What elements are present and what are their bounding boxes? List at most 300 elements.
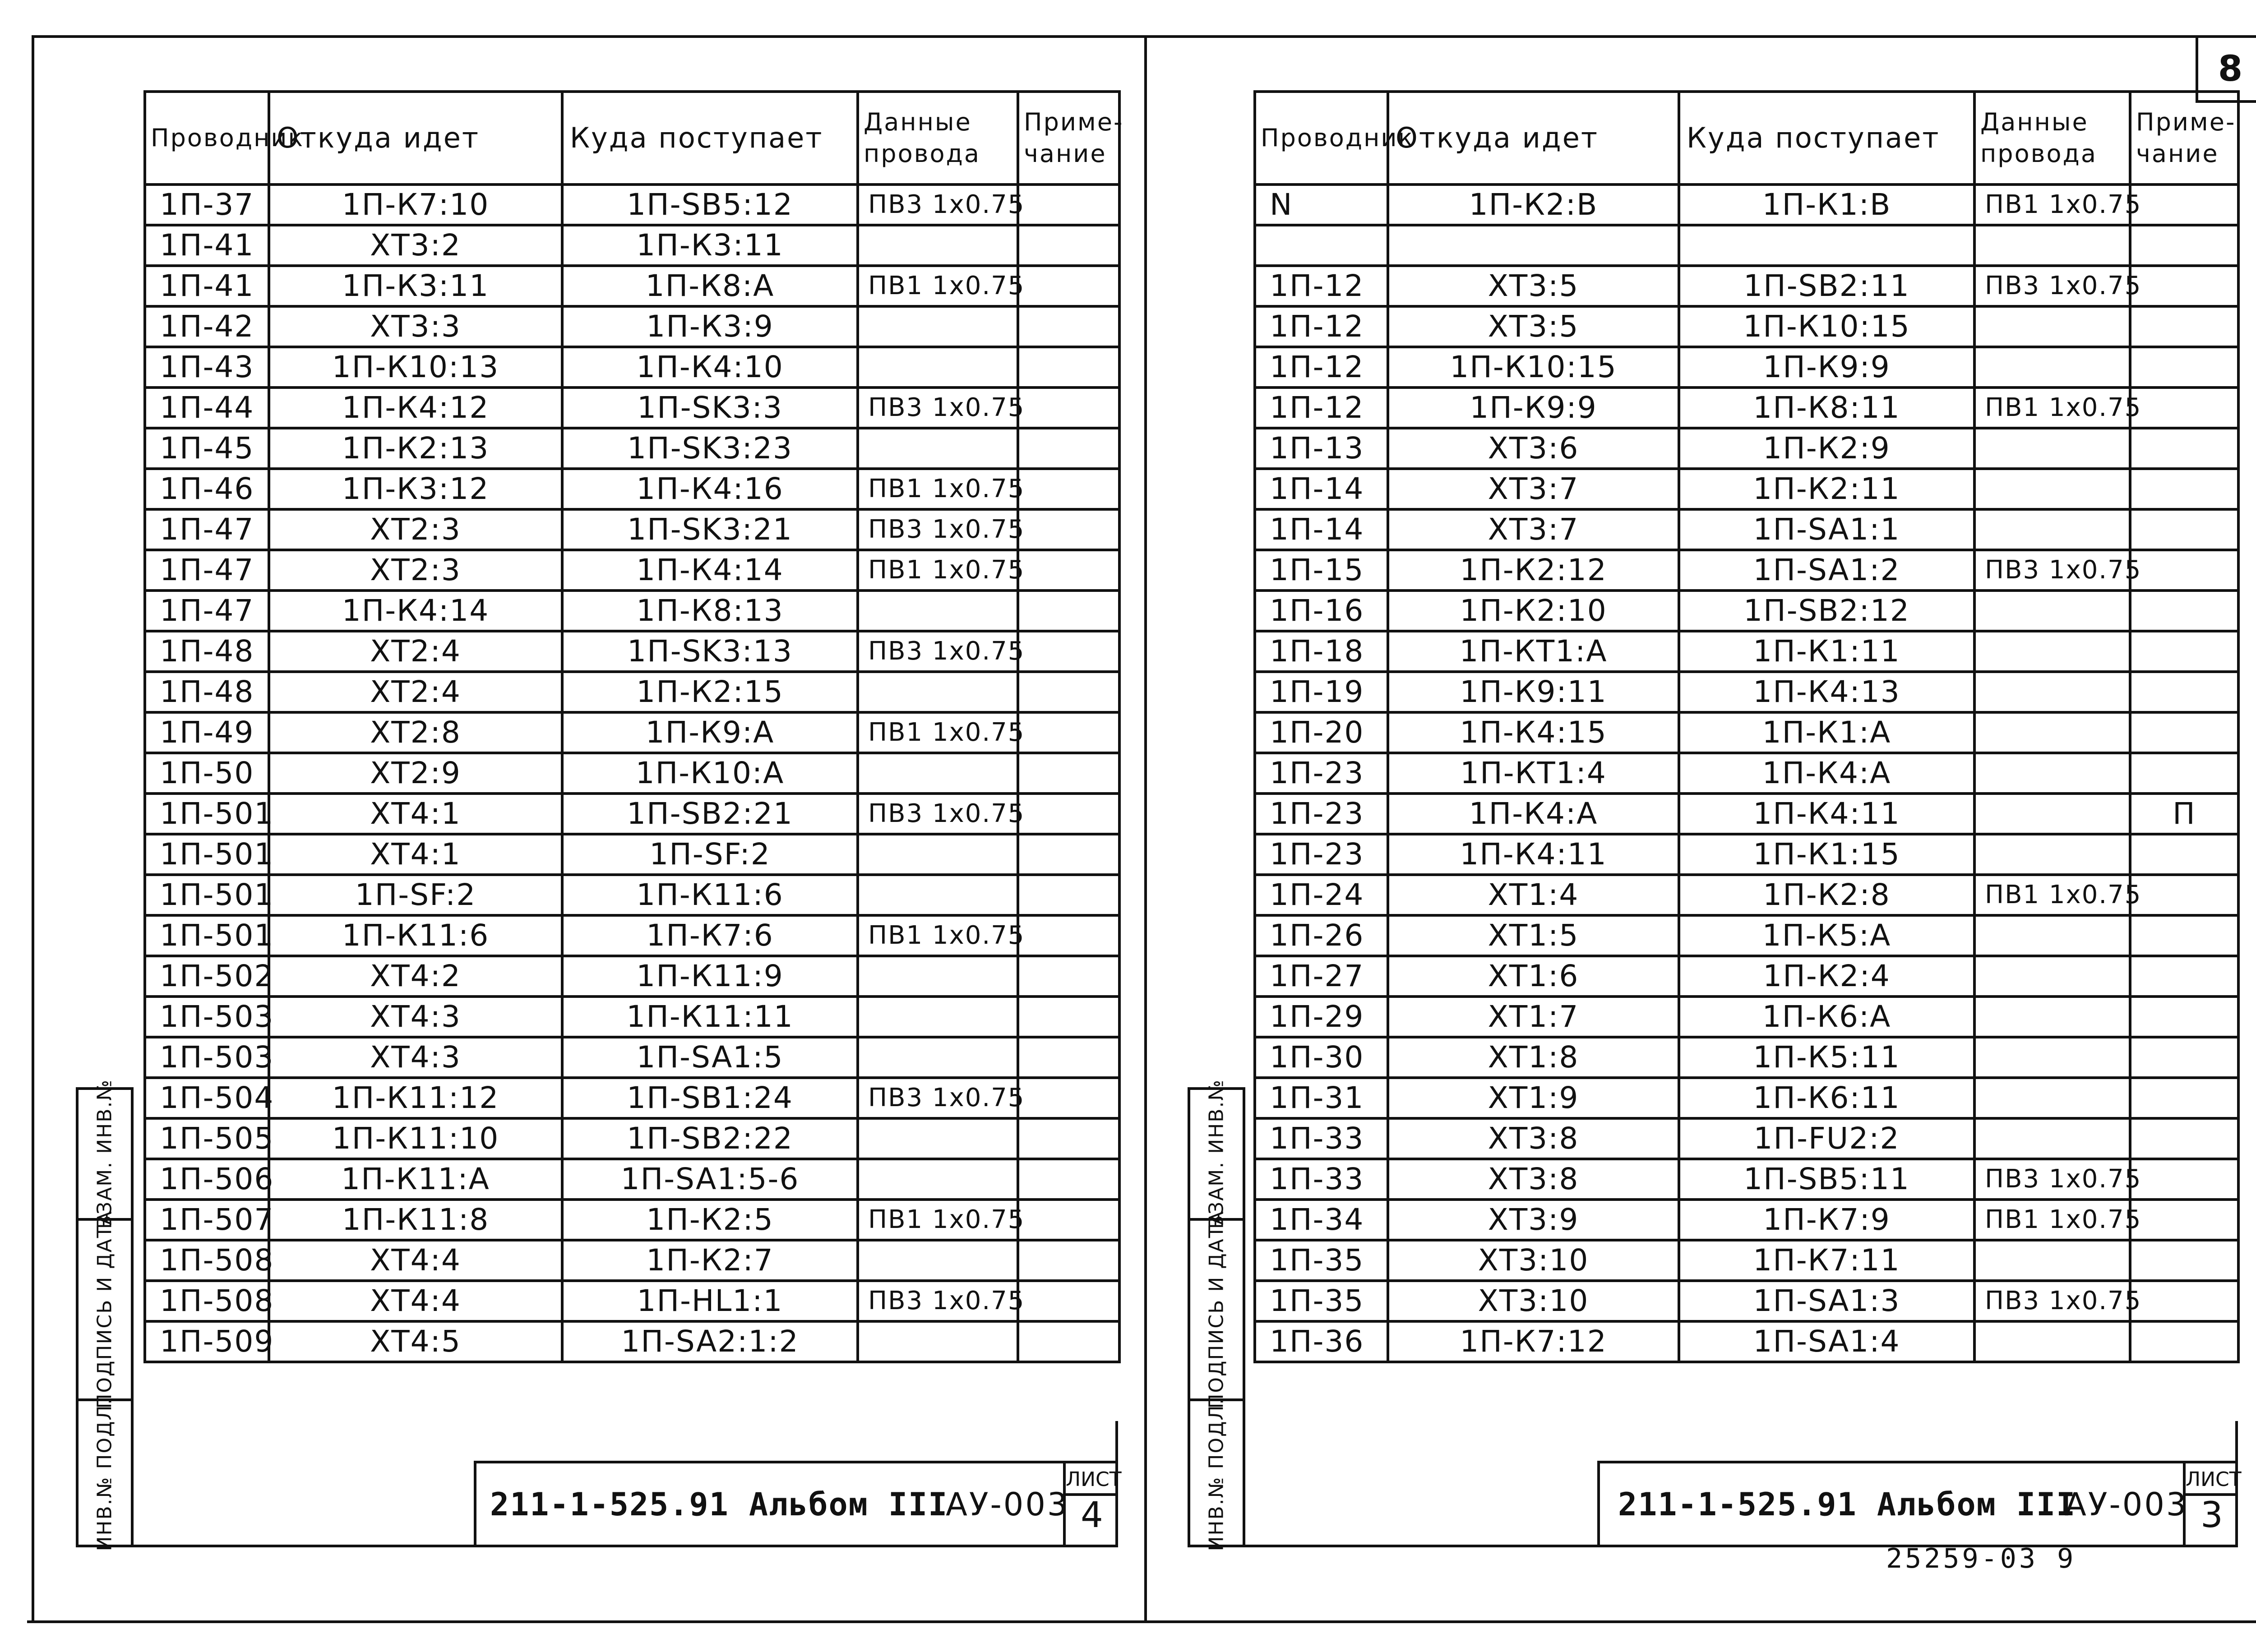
note-cell [1018, 672, 1119, 712]
from-cell: ХТ1:8 [1388, 1037, 1679, 1078]
table-row [1255, 1078, 2238, 1118]
to-cell: 1П-SB1:24 [562, 1078, 858, 1118]
from-cell: ХТ3:8 [1388, 1118, 1679, 1159]
table-row [1255, 631, 2238, 672]
wire-data-cell [1974, 997, 2130, 1037]
table-row [1255, 875, 2238, 915]
conductor-cell: 1П-42 [145, 306, 269, 347]
note-cell [1018, 185, 1119, 225]
to-cell: 1П-К1:11 [1679, 631, 1974, 672]
album-code: 211-1-525.91 Альбом III [490, 1486, 948, 1523]
conductor-cell [1255, 225, 1388, 266]
note-cell [2130, 347, 2238, 388]
to-cell: 1П-К8:А [562, 266, 858, 306]
table-row [1255, 306, 2238, 347]
to-cell: 1П-SB2:11 [1679, 266, 1974, 306]
note-cell [1018, 306, 1119, 347]
conductor-cell: 1П-503 [145, 1037, 269, 1078]
wire-data-cell [1974, 1078, 2130, 1118]
from-cell: ХТ4:1 [269, 834, 562, 875]
from-cell: ХТ3:5 [1388, 266, 1679, 306]
wire-data-cell: ПВ1 1x0.75 [858, 712, 1018, 753]
conductor-cell: 1П-507 [145, 1200, 269, 1240]
to-cell: 1П-К2:5 [562, 1200, 858, 1240]
to-cell: 1П-К2:9 [1679, 428, 1974, 469]
from-cell: ХТ4:3 [269, 997, 562, 1037]
from-cell: ХТ4:4 [269, 1281, 562, 1321]
wire-data-cell: ПВ3 1x0.75 [858, 1281, 1018, 1321]
conductor-cell: 1П-48 [145, 672, 269, 712]
table-row [145, 631, 1119, 672]
wire-data-cell: ПВ3 1x0.75 [1974, 550, 2130, 591]
conductor-cell: 1П-508 [145, 1281, 269, 1321]
wire-data-cell: ПВ1 1x0.75 [1974, 388, 2130, 428]
sheet-number: 3 [2201, 1495, 2223, 1536]
from-cell: ХТ1:9 [1388, 1078, 1679, 1118]
note-cell [1018, 875, 1119, 915]
note-cell [2130, 1240, 2238, 1281]
from-cell: 1П-К7:12 [1388, 1321, 1679, 1362]
from-cell: ХТ2:4 [269, 672, 562, 712]
sheet-label: ЛИСТ [1066, 1466, 1118, 1496]
conductor-cell: 1П-45 [145, 428, 269, 469]
from-cell: ХТ4:1 [269, 794, 562, 834]
conductor-cell: 1П-12 [1255, 347, 1388, 388]
conductor-cell: 1П-503 [145, 997, 269, 1037]
side-cell-inventory: ИНВ.№ ПОДЛ. [1205, 1397, 1228, 1551]
note-cell [1018, 997, 1119, 1037]
from-cell: 1П-К11:6 [269, 915, 562, 956]
from-cell: ХТ3:9 [1388, 1200, 1679, 1240]
note-cell [2130, 1281, 2238, 1321]
to-cell: 1П-К2:7 [562, 1240, 858, 1281]
wire-data-cell [858, 1159, 1018, 1200]
wire-data-cell [1974, 1240, 2130, 1281]
table-row [145, 591, 1119, 631]
table-row [1255, 1037, 2238, 1078]
side-cell-replacement: ВЗАМ. ИНВ.№ [1190, 1090, 1243, 1221]
right-side-strip [1188, 1079, 1245, 1551]
conductor-cell: 1П-501 [145, 834, 269, 875]
conductor-cell: 1П-501 [145, 915, 269, 956]
to-cell: 1П-К4:14 [562, 550, 858, 591]
wire-data-cell: ПВ1 1x0.75 [1974, 185, 2130, 225]
from-cell: 1П-К9:11 [1388, 672, 1679, 712]
left-wire-table [143, 90, 1124, 1363]
wire-data-cell [1974, 631, 2130, 672]
to-cell: 1П-К2:15 [562, 672, 858, 712]
wire-data-cell [1974, 794, 2130, 834]
wire-data-cell: ПВ3 1x0.75 [1974, 266, 2130, 306]
wire-data-cell [858, 428, 1018, 469]
wire-data-cell [1974, 1118, 2130, 1159]
from-cell: ХТ3:10 [1388, 1240, 1679, 1281]
from-cell: ХТ1:6 [1388, 956, 1679, 997]
note-cell [1018, 1321, 1119, 1362]
note-cell [1018, 1200, 1119, 1240]
to-cell: 1П-К9:А [562, 712, 858, 753]
to-cell [1679, 225, 1974, 266]
header-wire-data: Данные провода [1974, 92, 2130, 185]
wire-data-cell [1974, 956, 2130, 997]
conductor-cell: 1П-47 [145, 550, 269, 591]
table-row [145, 306, 1119, 347]
table-row [145, 1037, 1119, 1078]
wire-data-cell [1974, 509, 2130, 550]
sheet-number-box [2183, 1463, 2242, 1545]
wire-data-cell [858, 834, 1018, 875]
note-cell [2130, 672, 2238, 712]
conductor-cell: 1П-12 [1255, 266, 1388, 306]
wire-data-cell: ПВ3 1x0.75 [1974, 1281, 2130, 1321]
document-code: АУ-003 [946, 1486, 1069, 1523]
note-cell [2130, 1078, 2238, 1118]
table-row [145, 1200, 1119, 1240]
table-row [145, 1078, 1119, 1118]
table-row [145, 225, 1119, 266]
to-cell: 1П-SA1:4 [1679, 1321, 1974, 1362]
left-border [32, 35, 34, 1623]
to-cell: 1П-SF:2 [562, 834, 858, 875]
table-row [145, 550, 1119, 591]
wire-data-cell: ПВ1 1x0.75 [858, 266, 1018, 306]
conductor-cell: 1П-508 [145, 1240, 269, 1281]
from-cell: 1П-SF:2 [269, 875, 562, 915]
to-cell: 1П-SA1:2 [1679, 550, 1974, 591]
wire-data-cell [1974, 225, 2130, 266]
from-cell: 1П-К2:В [1388, 185, 1679, 225]
to-cell: 1П-К2:4 [1679, 956, 1974, 997]
conductor-cell: 1П-509 [145, 1321, 269, 1362]
wire-data-cell [858, 875, 1018, 915]
conductor-cell: 1П-504 [145, 1078, 269, 1118]
conductor-cell: 1П-23 [1255, 753, 1388, 794]
conductor-cell: 1П-47 [145, 509, 269, 550]
to-cell: 1П-К4:11 [1679, 794, 1974, 834]
table-row [1255, 469, 2238, 509]
to-cell: 1П-SA1:5-6 [562, 1159, 858, 1200]
note-cell [1018, 712, 1119, 753]
note-cell [2130, 306, 2238, 347]
from-cell: ХТ4:4 [269, 1240, 562, 1281]
note-cell [2130, 266, 2238, 306]
note-cell [1018, 631, 1119, 672]
to-cell: 1П-К1:А [1679, 712, 1974, 753]
to-cell: 1П-К11:6 [562, 875, 858, 915]
from-cell: ХТ3:3 [269, 306, 562, 347]
to-cell: 1П-SA1:1 [1679, 509, 1974, 550]
note-cell [2130, 469, 2238, 509]
note-cell [2130, 388, 2238, 428]
from-cell: ХТ4:3 [269, 1037, 562, 1078]
wire-data-cell [858, 347, 1018, 388]
wire-data-cell: ПВ1 1x0.75 [858, 550, 1018, 591]
wire-data-cell: ПВ3 1x0.75 [858, 185, 1018, 225]
note-cell [2130, 997, 2238, 1037]
table-row [145, 997, 1119, 1037]
from-cell: ХТ2:3 [269, 509, 562, 550]
from-cell: ХТ2:3 [269, 550, 562, 591]
wire-data-cell [1974, 915, 2130, 956]
to-cell: 1П-К2:11 [1679, 469, 1974, 509]
wire-data-cell: ПВ1 1x0.75 [1974, 875, 2130, 915]
from-cell: 1П-К9:9 [1388, 388, 1679, 428]
wire-data-cell [858, 1118, 1018, 1159]
to-cell: 1П-К8:11 [1679, 388, 1974, 428]
table-header-row [1255, 92, 2238, 185]
wire-data-cell: ПВ1 1x0.75 [1974, 1200, 2130, 1240]
table-row [145, 1118, 1119, 1159]
conductor-cell: 1П-50 [145, 753, 269, 794]
table-row [1255, 1159, 2238, 1200]
note-cell [1018, 753, 1119, 794]
wire-data-cell: ПВ1 1x0.75 [858, 915, 1018, 956]
note-cell [1018, 1037, 1119, 1078]
wire-data-cell [858, 591, 1018, 631]
conductor-cell: 1П-27 [1255, 956, 1388, 997]
note-cell [1018, 550, 1119, 591]
note-cell [2130, 1200, 2238, 1240]
to-cell: 1П-К10:15 [1679, 306, 1974, 347]
table-row [1255, 834, 2238, 875]
header-from: Откуда идет [1388, 92, 1679, 185]
conductor-cell: 1П-34 [1255, 1200, 1388, 1240]
table-row [1255, 509, 2238, 550]
note-cell [1018, 266, 1119, 306]
sheet-number-box [1063, 1463, 1122, 1545]
header-wire-data: Данные провода [858, 92, 1018, 185]
note-cell [1018, 1281, 1119, 1321]
album-code: 211-1-525.91 Альбом III [1618, 1486, 2076, 1523]
right-title-block [1597, 1461, 2242, 1547]
from-cell: ХТ3:6 [1388, 428, 1679, 469]
table-row [1255, 997, 2238, 1037]
to-cell: 1П-К5:11 [1679, 1037, 1974, 1078]
from-cell: 1П-К10:15 [1388, 347, 1679, 388]
wire-data-cell: ПВ1 1x0.75 [858, 1200, 1018, 1240]
table-row [145, 875, 1119, 915]
table-header-row [145, 92, 1119, 185]
note-cell [2130, 428, 2238, 469]
note-cell: П [2130, 794, 2238, 834]
note-cell [2130, 631, 2238, 672]
side-cell-replacement: ВЗАМ. ИНВ.№ [79, 1090, 131, 1221]
table-row [145, 388, 1119, 428]
conductor-cell: 1П-46 [145, 469, 269, 509]
header-from: Откуда идет [269, 92, 562, 185]
to-cell: 1П-К1:15 [1679, 834, 1974, 875]
table-row [1255, 428, 2238, 469]
table-row [1255, 1200, 2238, 1240]
note-cell [2130, 753, 2238, 794]
from-cell: 1П-К4:А [1388, 794, 1679, 834]
to-cell: 1П-SB2:22 [562, 1118, 858, 1159]
wire-data-cell [1974, 712, 2130, 753]
note-cell [2130, 591, 2238, 631]
wire-data-cell [858, 1321, 1018, 1362]
sheet-number: 4 [1081, 1495, 1103, 1536]
note-cell [2130, 1159, 2238, 1200]
conductor-cell: 1П-23 [1255, 834, 1388, 875]
center-divider [1144, 35, 1147, 1623]
conductor-cell: 1П-36 [1255, 1321, 1388, 1362]
conductor-cell: 1П-35 [1255, 1240, 1388, 1281]
from-cell: ХТ4:2 [269, 956, 562, 997]
from-cell: 1П-К7:10 [269, 185, 562, 225]
note-cell [2130, 550, 2238, 591]
from-cell: ХТ2:8 [269, 712, 562, 753]
to-cell: 1П-К2:8 [1679, 875, 1974, 915]
to-cell: 1П-К3:9 [562, 306, 858, 347]
to-cell: 1П-К11:9 [562, 956, 858, 997]
table-row [1255, 225, 2238, 266]
to-cell: 1П-К4:13 [1679, 672, 1974, 712]
bottom-border [27, 1620, 2256, 1623]
note-cell [2130, 185, 2238, 225]
conductor-cell: 1П-505 [145, 1118, 269, 1159]
table-row [145, 428, 1119, 469]
top-border [32, 35, 2256, 38]
table-row [1255, 266, 2238, 306]
to-cell: 1П-К3:11 [562, 225, 858, 266]
conductor-cell: 1П-43 [145, 347, 269, 388]
table-row [1255, 712, 2238, 753]
to-cell: 1П-FU2:2 [1679, 1118, 1974, 1159]
note-cell [1018, 1118, 1119, 1159]
wire-data-cell: ПВ3 1x0.75 [1974, 1159, 2130, 1200]
table-row [145, 672, 1119, 712]
conductor-cell: 1П-48 [145, 631, 269, 672]
note-cell [1018, 834, 1119, 875]
wire-data-cell [858, 997, 1018, 1037]
from-cell: ХТ1:5 [1388, 915, 1679, 956]
wire-data-cell [1974, 834, 2130, 875]
from-cell: ХТ3:8 [1388, 1159, 1679, 1200]
note-cell [2130, 834, 2238, 875]
table-row [145, 469, 1119, 509]
header-note: Приме-чание [1018, 92, 1119, 185]
from-cell: 1П-К2:10 [1388, 591, 1679, 631]
table-row [145, 347, 1119, 388]
from-cell: 1П-К11:12 [269, 1078, 562, 1118]
conductor-cell: 1П-41 [145, 225, 269, 266]
note-cell [1018, 591, 1119, 631]
conductor-cell: 1П-12 [1255, 306, 1388, 347]
to-cell: 1П-К8:13 [562, 591, 858, 631]
from-cell: 1П-КТ1:А [1388, 631, 1679, 672]
conductor-cell: 1П-31 [1255, 1078, 1388, 1118]
from-cell: ХТ1:4 [1388, 875, 1679, 915]
conductor-cell: 1П-506 [145, 1159, 269, 1200]
from-cell: 1П-К2:13 [269, 428, 562, 469]
conductor-cell: 1П-33 [1255, 1159, 1388, 1200]
table-row [1255, 1281, 2238, 1321]
from-cell: ХТ2:4 [269, 631, 562, 672]
to-cell: 1П-SB5:12 [562, 185, 858, 225]
to-cell: 1П-К11:11 [562, 997, 858, 1037]
table-row [145, 266, 1119, 306]
header-to: Куда поступает [562, 92, 858, 185]
table-row [145, 794, 1119, 834]
wire-data-cell [1974, 591, 2130, 631]
wire-data-cell [858, 956, 1018, 997]
wire-data-cell [858, 1037, 1018, 1078]
wire-data-cell [858, 672, 1018, 712]
side-cell-inventory: ИНВ.№ ПОДЛ. [93, 1397, 116, 1551]
left-title-block [474, 1461, 1122, 1547]
table-row [145, 956, 1119, 997]
from-cell: ХТ1:7 [1388, 997, 1679, 1037]
from-cell: ХТ3:7 [1388, 469, 1679, 509]
wire-data-cell [1974, 1037, 2130, 1078]
table-row [145, 834, 1119, 875]
conductor-cell: 1П-33 [1255, 1118, 1388, 1159]
conductor-cell: 1П-24 [1255, 875, 1388, 915]
note-cell [2130, 915, 2238, 956]
table-row [145, 509, 1119, 550]
from-cell: ХТ4:5 [269, 1321, 562, 1362]
conductor-cell: 1П-501 [145, 875, 269, 915]
table-row [1255, 185, 2238, 225]
to-cell: 1П-К7:9 [1679, 1200, 1974, 1240]
to-cell: 1П-SA1:3 [1679, 1281, 1974, 1321]
to-cell: 1П-SB2:12 [1679, 591, 1974, 631]
right-wire-table [1253, 90, 2240, 1363]
table-row [145, 185, 1119, 225]
from-cell: 1П-К2:12 [1388, 550, 1679, 591]
to-cell: 1П-SA1:5 [562, 1037, 858, 1078]
conductor-cell: 1П-37 [145, 185, 269, 225]
header-conductor: Проводник [1255, 92, 1388, 185]
conductor-cell: 1П-501 [145, 794, 269, 834]
table-row [1255, 1321, 2238, 1362]
wire-data-cell [1974, 753, 2130, 794]
to-cell: 1П-SK3:21 [562, 509, 858, 550]
note-cell [1018, 225, 1119, 266]
from-cell: 1П-К11:А [269, 1159, 562, 1200]
conductor-cell: 1П-18 [1255, 631, 1388, 672]
from-cell [1388, 225, 1679, 266]
table-row [1255, 1118, 2238, 1159]
to-cell: 1П-К7:6 [562, 915, 858, 956]
from-cell: 1П-К3:11 [269, 266, 562, 306]
table-row [1255, 550, 2238, 591]
wire-data-cell [1974, 1321, 2130, 1362]
note-cell [1018, 915, 1119, 956]
conductor-cell: 1П-20 [1255, 712, 1388, 753]
from-cell: 1П-К4:12 [269, 388, 562, 428]
note-cell [2130, 712, 2238, 753]
to-cell: 1П-К4:А [1679, 753, 1974, 794]
conductor-cell: 1П-15 [1255, 550, 1388, 591]
wire-data-cell: ПВ1 1x0.75 [858, 469, 1018, 509]
table-row [145, 1159, 1119, 1200]
conductor-cell: 1П-23 [1255, 794, 1388, 834]
from-cell: 1П-К10:13 [269, 347, 562, 388]
header-note: Приме-чание [2130, 92, 2238, 185]
side-cell-signature: ПОДПИСЬ И ДАТА [1190, 1221, 1243, 1401]
to-cell: 1П-HL1:1 [562, 1281, 858, 1321]
from-cell: 1П-К3:12 [269, 469, 562, 509]
from-cell: 1П-КТ1:4 [1388, 753, 1679, 794]
table-row [1255, 388, 2238, 428]
to-cell: 1П-К6:11 [1679, 1078, 1974, 1118]
conductor-cell: 1П-16 [1255, 591, 1388, 631]
note-cell [2130, 509, 2238, 550]
conductor-cell: N [1255, 185, 1388, 225]
left-sheet [143, 90, 1124, 1363]
document-code: АУ-003 [2065, 1486, 2188, 1523]
